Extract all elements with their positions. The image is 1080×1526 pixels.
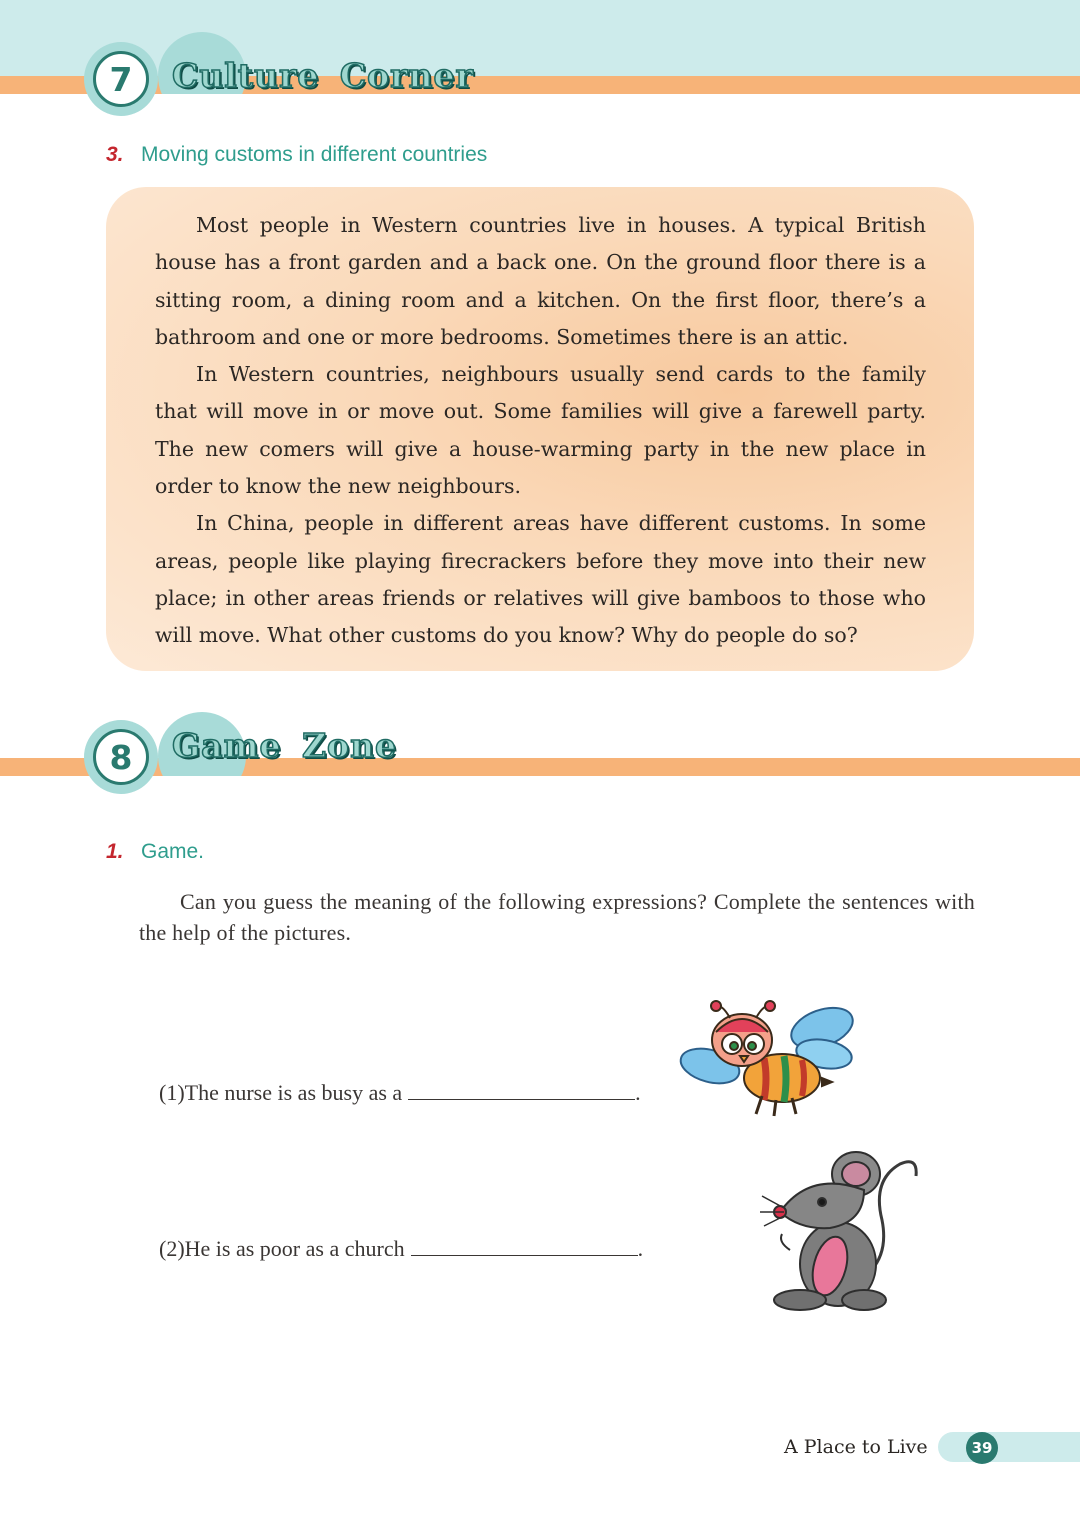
- mouse-head: [760, 1152, 880, 1228]
- item-2-text: He is as poor as a church: [184, 1236, 405, 1261]
- exercise-item-2: [159, 1236, 643, 1262]
- item-1-number: (1): [159, 1080, 185, 1105]
- task-3-number: 3.: [106, 143, 124, 166]
- item-2-period: .: [637, 1236, 644, 1261]
- reading-passage: [155, 207, 926, 655]
- bee-illustration: [672, 996, 862, 1120]
- mouse-illustration: [760, 1150, 925, 1322]
- section-8-number: 8: [93, 729, 149, 785]
- section-7-title: Culture Corner: [172, 56, 474, 95]
- task-1-heading: [106, 840, 204, 864]
- task-1-number: 1.: [106, 840, 124, 863]
- task-3-heading: [106, 143, 487, 167]
- passage-paragraph-2: In Western countries, neighbours usually send cards to the family that will move in or move out. Some families will give a farewell party. The new comers will give a house-warming party in the new place in order to know the new neighbours.: [155, 362, 926, 499]
- section-7-number-badge: [84, 42, 158, 116]
- section-8-title: Game Zone: [172, 726, 398, 765]
- item-2-number: (2): [159, 1236, 185, 1261]
- item-1-text: The nurse is as busy as a: [184, 1080, 403, 1105]
- game-instruction: Can you guess the meaning of the following expressions? Complete the sentences with the help of the pictures.: [139, 889, 975, 945]
- item-2-answer-blank[interactable]: [411, 1236, 638, 1256]
- page-number: 39: [966, 1432, 998, 1464]
- page-number-tab: [938, 1432, 1080, 1462]
- passage-paragraph-3: In China, people in different areas have different customs. In some areas, people like playing firecrackers before they move into their new place; in other areas friends or relatives will give bamboos to those who will move. What other customs do you know? Why do people do so?: [155, 511, 926, 648]
- section-8-number-badge: [84, 720, 158, 794]
- reading-passage-box: [106, 187, 974, 671]
- exercise-item-1: [159, 1080, 641, 1106]
- passage-paragraph-1: Most people in Western countries live in houses. A typical British house has a front garden and a back one. On the ground floor there is a sitting room, a dining room and a kitchen. On the first floor, there’s a bathroom and one or more bedrooms. Sometimes there is an attic.: [155, 213, 926, 349]
- bee-head: [711, 1001, 775, 1066]
- item-1-answer-blank[interactable]: [408, 1080, 635, 1100]
- task-3-title: Moving customs in different countries: [141, 143, 488, 166]
- section-7-number: 7: [93, 51, 149, 107]
- mouse-body: [774, 1222, 886, 1310]
- item-1-period: .: [635, 1080, 641, 1105]
- footer-unit-title: A Place to Live: [784, 1436, 928, 1458]
- task-1-title: Game.: [141, 840, 205, 863]
